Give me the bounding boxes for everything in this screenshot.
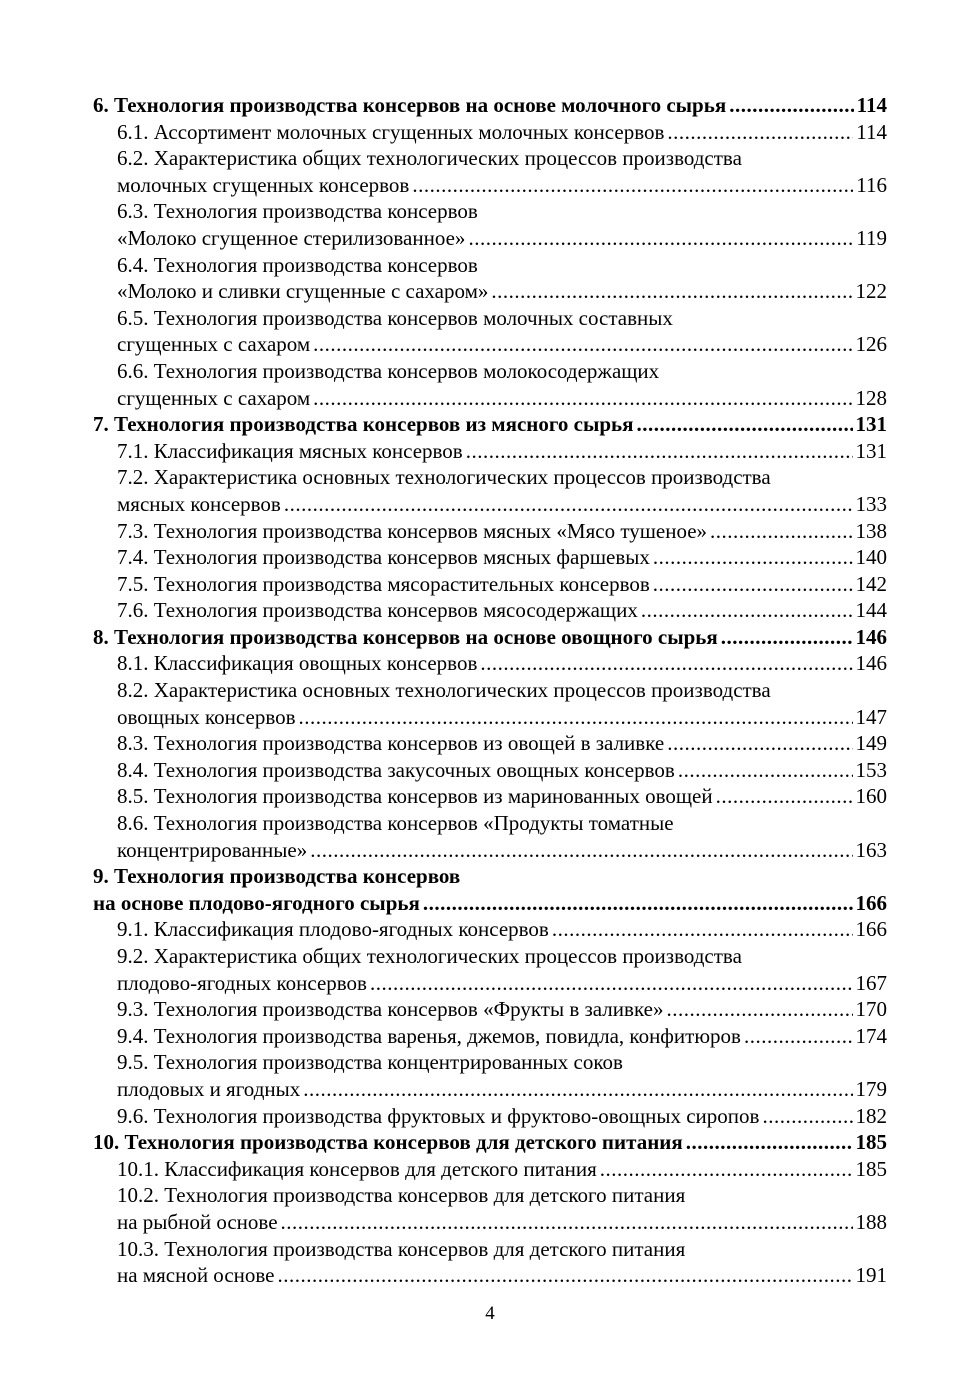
toc-entry-title: плодовых и ягодных (117, 1076, 301, 1101)
toc-entry-title: «Молоко сгущенное стерилизованное» (117, 225, 466, 250)
toc-entry-title: 7. Технология производства консервов из мясного сырья (93, 412, 634, 437)
dot-leader (423, 890, 853, 917)
toc-entry-title: 8.1. Классификация овощных консервов (117, 651, 478, 676)
toc-section-entry (93, 970, 887, 997)
dot-leader (491, 278, 852, 305)
toc-chapter-entry (93, 863, 887, 890)
toc-entry-title: 8.4. Технология производства закусочных овощных консервов (117, 757, 675, 782)
dot-leader (653, 571, 853, 598)
dot-leader (716, 783, 853, 810)
dot-leader (667, 730, 852, 757)
toc-entry-page: 188 (855, 1209, 887, 1234)
dot-leader (468, 225, 853, 252)
dot-leader (480, 650, 852, 677)
dot-leader (303, 1076, 852, 1103)
dot-leader (729, 92, 853, 119)
toc-entry-title: 6.2. Характеристика общих технологических процессов производства (117, 146, 742, 171)
toc-section-entry (93, 757, 887, 784)
toc-entry-title: 10.3. Технология производства консервов для детского питания (117, 1236, 686, 1261)
toc-entry-title: 7.6. Технология производства консервов мясосодержащих (117, 598, 638, 623)
toc-chapter-entry (93, 1129, 887, 1156)
toc-section-entry (93, 1076, 887, 1103)
toc-entry-title: 6.5. Технология производства консервов молочных составных (117, 305, 673, 330)
toc-entry-page: 140 (855, 545, 887, 570)
toc-section-entry (93, 1209, 887, 1236)
dot-leader (299, 704, 853, 731)
toc-entry-title: 6. Технология производства консервов на основе молочного сырья (93, 93, 727, 117)
toc-section-entry (93, 916, 887, 943)
toc-chapter-entry (93, 624, 887, 651)
toc-entry-page: 163 (855, 837, 887, 862)
toc-entry-page: 185 (855, 1130, 887, 1155)
toc-entry-page: 131 (855, 412, 887, 437)
toc-entry-title: овощных консервов (117, 704, 296, 729)
toc-section-entry (93, 1156, 887, 1183)
toc-entry-page: 153 (855, 757, 887, 782)
toc-section-entry (93, 145, 887, 172)
toc-entry-title: 8.5. Технология производства консервов из маринованных овощей (117, 784, 713, 809)
toc-entry-title: 7.5. Технология производства мясорастительных консервов (117, 571, 650, 596)
dot-leader (636, 411, 852, 438)
dot-leader (667, 119, 853, 146)
toc-entry-title: 6.6. Технология производства консервов молокосодержащих (117, 358, 660, 383)
toc-entry-title: 9.1. Классификация плодово-ягодных консервов (117, 917, 549, 942)
toc-entry-page: 166 (855, 917, 887, 942)
dot-leader (721, 624, 853, 651)
toc-section-entry (93, 305, 887, 332)
toc-entry-page: 131 (855, 438, 887, 463)
toc-chapter-entry (93, 92, 887, 119)
toc-entry-page: 142 (855, 571, 887, 596)
toc-entry-page: 126 (855, 332, 887, 357)
toc-entry-title: 9.4. Технология производства варенья, джемов, повидла, конфитюров (117, 1023, 741, 1048)
toc-entry-title: сгущенных с сахаром (117, 332, 311, 357)
toc-chapter-entry (93, 890, 887, 917)
toc-entry-title: 10.2. Технология производства консервов для детского питания (117, 1183, 686, 1208)
toc-section-entry (93, 837, 887, 864)
toc-entry-title: сгущенных с сахаром (117, 385, 311, 410)
dot-leader (313, 385, 852, 412)
dot-leader (641, 597, 853, 624)
toc-entry-title: 7.3. Технология производства консервов мясных «Мясо тушеное» (117, 518, 708, 543)
toc-entry-page: 191 (855, 1263, 887, 1288)
toc-entry-page: 114 (856, 93, 887, 117)
toc-entry-title: молочных сгущенных консервов (117, 172, 410, 197)
toc-entry-title: 7.2. Характеристика основных технологических процессов производства (117, 465, 771, 490)
dot-leader (370, 970, 853, 997)
page-number: 4 (485, 1303, 495, 1324)
toc-section-entry (93, 518, 887, 545)
dot-leader (666, 996, 852, 1023)
toc-section-entry (93, 278, 887, 305)
toc-section-entry (93, 783, 887, 810)
toc-section-entry (93, 677, 887, 704)
toc-entry-page: 119 (856, 225, 887, 250)
toc-entry-page: 138 (855, 518, 887, 543)
toc-entry-page: 185 (855, 1156, 887, 1181)
toc-entry-page: 182 (855, 1103, 887, 1128)
toc-entry-title: мясных консервов (117, 491, 281, 516)
toc-entry-title: «Молоко и сливки сгущенные с сахаром» (117, 279, 489, 304)
toc-section-entry (93, 464, 887, 491)
toc-section-entry (93, 1182, 887, 1209)
dot-leader (678, 757, 853, 784)
dot-leader (600, 1156, 853, 1183)
toc-entry-title: 9.3. Технология производства консервов «Фрукты в заливке» (117, 997, 664, 1022)
toc-entry-page: 149 (855, 731, 887, 756)
dot-leader (653, 544, 853, 571)
toc-entry-title: 8. Технология производства консервов на основе овощного сырья (93, 624, 718, 649)
toc-entry-page: 170 (855, 997, 887, 1022)
toc-entry-title: 8.3. Технология производства консервов из овощей в заливке (117, 731, 665, 756)
toc-section-entry (93, 491, 887, 518)
toc-section-entry (93, 252, 887, 279)
toc-section-entry (93, 571, 887, 598)
dot-leader (466, 438, 853, 465)
toc-entry-page: 160 (855, 784, 887, 809)
toc-entry-page: 133 (855, 491, 887, 516)
dot-leader (552, 916, 853, 943)
dot-leader (744, 1023, 853, 1050)
toc-entry-page: 179 (855, 1076, 887, 1101)
toc-entry-title: 9.2. Характеристика общих технологических процессов производства (117, 944, 742, 968)
toc-entry-page: 122 (855, 279, 887, 304)
toc-chapter-entry (93, 411, 887, 438)
dot-leader (412, 172, 853, 199)
toc-entry-page: 144 (855, 598, 887, 623)
toc-section-entry (93, 438, 887, 465)
toc-entry-title: 7.4. Технология производства консервов мясных фаршевых (117, 545, 650, 570)
toc-section-entry (93, 996, 887, 1023)
toc-entry-page: 116 (856, 172, 887, 197)
toc-section-entry (93, 943, 887, 970)
toc-entry-title: концентрированные» (117, 837, 308, 862)
toc-entry-title: 6.1. Ассортимент молочных сгущенных молочных консервов (117, 119, 665, 144)
toc-entry-page: 166 (855, 890, 887, 915)
toc-entry-title: на мясной основе (117, 1263, 275, 1288)
toc-section-entry (93, 385, 887, 412)
toc-entry-title: 6.3. Технология производства консервов (117, 199, 478, 224)
toc-section-entry (93, 597, 887, 624)
dot-leader (710, 518, 852, 545)
toc-entry-page: 146 (855, 651, 887, 676)
toc-entry-page: 114 (856, 119, 887, 144)
toc-entry-title: на рыбной основе (117, 1209, 278, 1234)
toc-entry-title: 9.6. Технология производства фруктовых и фруктово-овощных сиропов (117, 1103, 760, 1128)
toc-entry-title: 7.1. Классификация мясных консервов (117, 438, 463, 463)
toc-entry-title: 6.4. Технология производства консервов (117, 252, 478, 277)
toc-section-entry (93, 358, 887, 385)
toc-section-entry (93, 119, 887, 146)
toc-entry-title: 8.2. Характеристика основных технологических процессов производства (117, 678, 771, 703)
toc-entry-title: на основе плодово-ягодного сырья (93, 890, 420, 915)
toc-entry-page: 147 (855, 704, 887, 729)
toc-entry-title: 10.1. Классификация консервов для детского питания (117, 1156, 597, 1181)
dot-leader (284, 491, 853, 518)
toc-entry-title: 9. Технология производства консервов (93, 864, 461, 889)
table-of-contents (93, 92, 887, 1289)
toc-section-entry (93, 810, 887, 837)
toc-entry-page: 174 (855, 1023, 887, 1048)
dot-leader (281, 1209, 853, 1236)
toc-section-entry (93, 1049, 887, 1076)
dot-leader (686, 1129, 853, 1156)
toc-section-entry (93, 1103, 887, 1130)
toc-entry-title: плодово-ягодных консервов (117, 970, 367, 995)
dot-leader (278, 1262, 853, 1289)
toc-section-entry (93, 1023, 887, 1050)
toc-section-entry (93, 544, 887, 571)
dot-leader (762, 1103, 852, 1130)
dot-leader (310, 837, 852, 864)
toc-section-entry (93, 198, 887, 225)
toc-entry-title: 8.6. Технология производства консервов «Продукты томатные (117, 811, 674, 836)
toc-section-entry (93, 331, 887, 358)
toc-section-entry (93, 730, 887, 757)
toc-entry-title: 9.5. Технология производства концентрированных соков (117, 1050, 623, 1075)
toc-entry-page: 167 (855, 970, 887, 995)
toc-section-entry (93, 1236, 887, 1263)
toc-section-entry (93, 172, 887, 199)
toc-entry-title: 10. Технология производства консервов для детского питания (93, 1130, 683, 1155)
toc-section-entry (93, 1262, 887, 1289)
toc-entry-page: 128 (855, 385, 887, 410)
dot-leader (313, 331, 852, 358)
toc-entry-page: 146 (855, 624, 887, 649)
toc-section-entry (93, 650, 887, 677)
toc-section-entry (93, 225, 887, 252)
toc-section-entry (93, 704, 887, 731)
